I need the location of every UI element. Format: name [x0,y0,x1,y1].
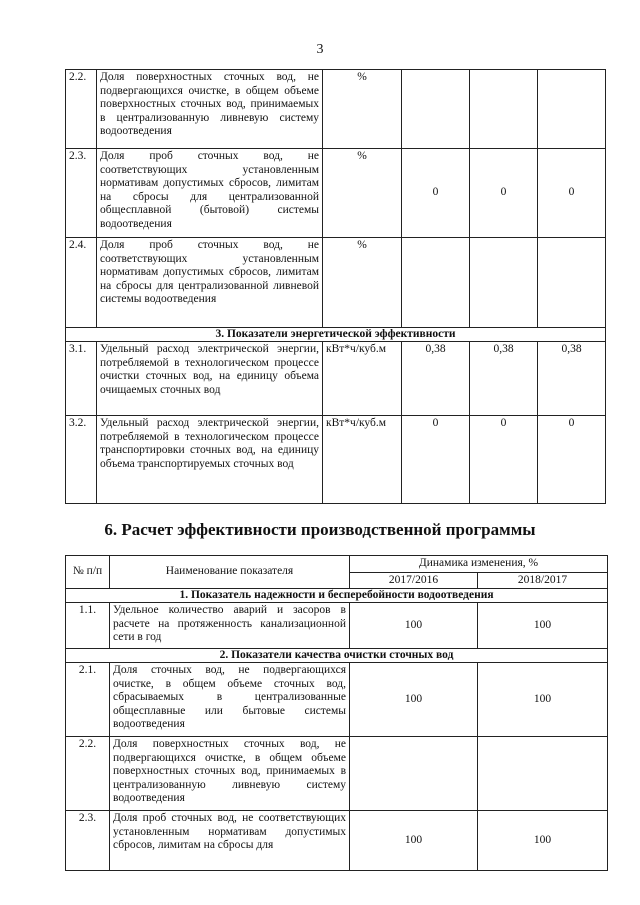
value-cell: 0,38 [470,342,538,416]
table-row [66,70,606,149]
section-row [66,589,608,603]
indicator-name: Удельное количество аварий и засоров в расчете на протяженность канализационной сети в год [110,603,350,649]
indicator-name: Доля проб сточных вод, не соответствующих установленным нормативам допустимых сбросов, лимитам на сбросы для [110,811,350,871]
section-row [66,328,606,342]
row-number: 3.1. [66,342,97,416]
unit-cell: кВт*ч/куб.м [323,342,402,416]
value-cell [538,70,606,149]
value-cell: 100 [478,603,608,649]
indicator-name: Удельный расход электрической энергии, потребляемой в технологическом процессе очистки сточных вод, на единицу объема очищаемых сточных вод [97,342,323,416]
indicators-table-continued [65,69,606,504]
value-cell [350,737,478,811]
value-cell: 0,38 [402,342,470,416]
table-row [66,342,606,416]
value-cell: 0 [402,149,470,238]
table-row [66,737,608,811]
unit-cell: % [323,70,402,149]
table-row [66,416,606,504]
period-header: 2017/2016 [350,572,478,589]
row-number: 3.2. [66,416,97,504]
value-cell: 0 [470,149,538,238]
table-row [66,149,606,238]
indicator-name: Доля проб сточных вод, не соответствующих установленным нормативам допустимых сбросов, лимитам на сбросы для централизованной общесплавной (бытовой) системы водоотведения [97,149,323,238]
value-cell [538,238,606,328]
page-number: 3 [316,42,324,57]
period-header: 2018/2017 [478,572,608,589]
value-cell: 0 [538,149,606,238]
value-cell: 0 [470,416,538,504]
value-cell: 0 [402,416,470,504]
value-cell: 100 [478,663,608,737]
number-header: № п/п [66,556,110,589]
table-row [66,663,608,737]
value-cell: 0,38 [538,342,606,416]
value-cell [470,70,538,149]
value-cell: 100 [350,663,478,737]
indicator-name: Удельный расход электрической энергии, потребляемой в технологическом процессе транспортировки сточных вод, на единицу объема транспортируемых сточных вод [97,416,323,504]
value-cell: 100 [350,603,478,649]
indicator-name: Доля сточных вод, не подвергающихся очистке, в общем объеме сточных вод, сбрасываемых в централизованные общесплавные или бытовые системы водоотведения [110,663,350,737]
unit-cell: % [323,238,402,328]
value-cell [402,238,470,328]
table-row [66,603,608,649]
row-number: 2.2. [66,70,97,149]
value-cell [470,238,538,328]
section-heading: 3. Показатели энергетической эффективности [66,328,606,342]
value-cell: 100 [478,811,608,871]
efficiency-table [65,555,608,871]
value-cell: 0 [538,416,606,504]
row-number: 2.3. [66,811,110,871]
indicator-name: Доля поверхностных сточных вод, не подвергающихся очистке, в общем объеме поверхностных сточных вод, принимаемых в централизованную ливневую систему водоотведения [110,737,350,811]
header-row [66,556,608,573]
section-row [66,649,608,663]
indicator-name: Доля поверхностных сточных вод, не подвергающихся очистке, в общем объеме поверхностных сточных вод, принимаемых в централизованную ливневую систему водоотведения [97,70,323,149]
section-heading: 2. Показатели качества очистки сточных вод [66,649,608,663]
table-row [66,811,608,871]
unit-cell: % [323,149,402,238]
unit-cell: кВт*ч/куб.м [323,416,402,504]
row-number: 1.1. [66,603,110,649]
dynamics-header: Динамика изменения, % [350,556,608,573]
section-6-heading: 6. Расчет эффективности производственной программы [104,520,536,539]
section-heading: 1. Показатель надежности и бесперебойности водоотведения [66,589,608,603]
indicator-name: Доля проб сточных вод, не соответствующих установленным нормативам допустимых сбросов, лимитам на сбросы для централизованной ливневой системы водоотведения [97,238,323,328]
value-cell [402,70,470,149]
row-number: 2.2. [66,737,110,811]
value-cell [478,737,608,811]
row-number: 2.4. [66,238,97,328]
value-cell: 100 [350,811,478,871]
row-number: 2.1. [66,663,110,737]
indicator-header: Наименование показателя [110,556,350,589]
table-row [66,238,606,328]
row-number: 2.3. [66,149,97,238]
